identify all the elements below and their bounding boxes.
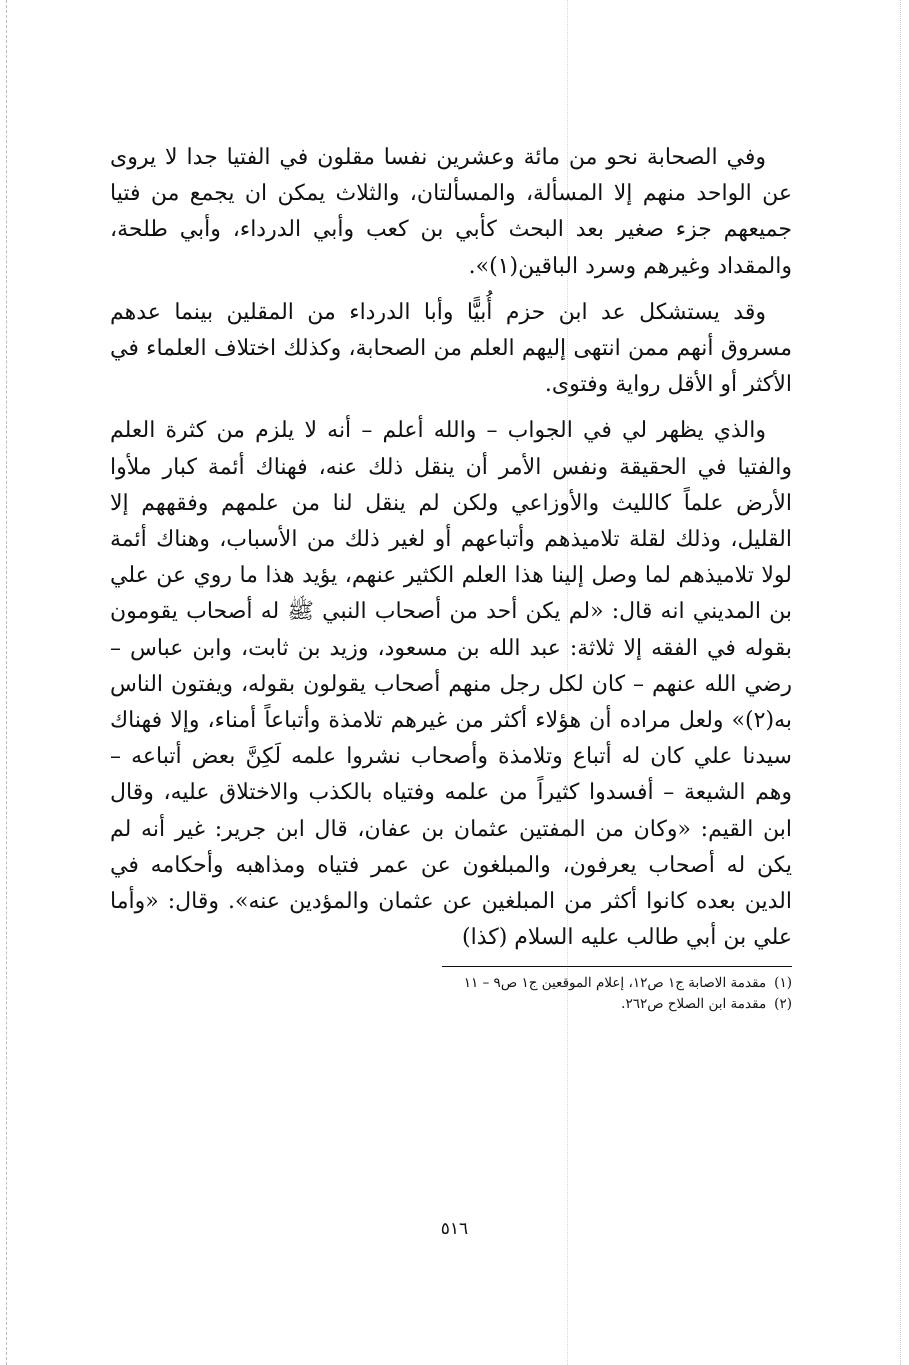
footnotes [110,973,792,1015]
scan-edge-right [900,0,901,1365]
paragraph-1: وفي الصحابة نحو من مائة وعشرين نفسا مقلون في الفتيا جدا لا يروى عن الواحد منهم إلا المسألة، والمسألتان، والثلاث يمكن ان يجمع من فتيا جميعهم جزء صغير بعد البحث كأبي بن كعب وأبي الدرداء، وأبي طلحة، والمقداد وغيرهم وسرد الباقين(١)». [110,145,792,279]
footnote-2-number: (٢) [774,996,792,1013]
footnote-2 [110,994,792,1015]
footnote-1-number: (١) [774,975,792,992]
footnote-1 [110,973,792,994]
paragraph-2: وقد يستشكل عد ابن حزم أُبيًّا وأبا الدرداء من المقلين بينما عدهم مسروق أنهم ممن انتهى إليهم العلم من الصحابة، وكذلك اختلاف العلماء في الأكثر أو الأقل رواية وفتوى. [110,299,792,398]
footnote-rule [442,966,792,967]
paragraph-3: والذي يظهر لي في الجواب – والله أعلم – أنه لا يلزم من كثرة العلم والفتيا في الحقيقة ونفس الأمر أن ينقل ذلك عنه، فهناك أئمة كبار ملأوا الأرض علماً كالليث والأوزاعي ولكن لم ينقل لنا من علمهم وفقههم إلا القليل، وذلك لقلة تلاميذهم وأتباعهم أو لغير ذلك من الأسباب، وهناك أئمة لولا تلاميذهم لما وصل إلينا هذا العلم الكثير عنهم، يؤيد هذا ما روي عن علي بن المديني انه قال: «لم يكن أحد من أصحاب النبي ﷺ له أصحاب يقومون بقوله في الفقه إلا ثلاثة: عبد الله بن مسعود، وزيد بن ثابت، وابن عباس – رضي الله عنهم – كان لكل رجل منهم أصحاب يقولون بقوله، ويفتون الناس به(٢)» ولعل مراده أن هؤلاء أكثر من غيرهم تلامذة وأتباعاً أمناء، وإلا فهناك سيدنا علي كان له أتباع وتلامذة وأصحاب نشروا علمه لَكِنَّ بعض أتباعه – وهم الشيعة – أفسدوا كثيراً من علمه وفتياه بالكذب والاختلاق عليه، وقال ابن القيم: «وكان من المفتين عثمان بن عفان، قال ابن جرير: غير أنه لم يكن له أصحاب يعرفون، والمبلغون عن عمر فتياه ومذاهبه وأحكامه في الدين بعده كانوا أكثر من المبلغين عن عثمان والمؤدين عنه». وقال: «وأما علي بن أبي طالب عليه السلام (كذا) [110,418,792,951]
page-body [110,140,792,1015]
scan-edge-left [6,0,7,1365]
page-number: ٥١٦ [440,1219,469,1239]
footnote-1-text: مقدمة الاصابة ج١ ص١٢، إعلام الموقعين ج١ ص٩ – ١١ [463,975,767,992]
footnote-2-text: مقدمة ابن الصلاح ص٢٦٢. [621,996,767,1013]
